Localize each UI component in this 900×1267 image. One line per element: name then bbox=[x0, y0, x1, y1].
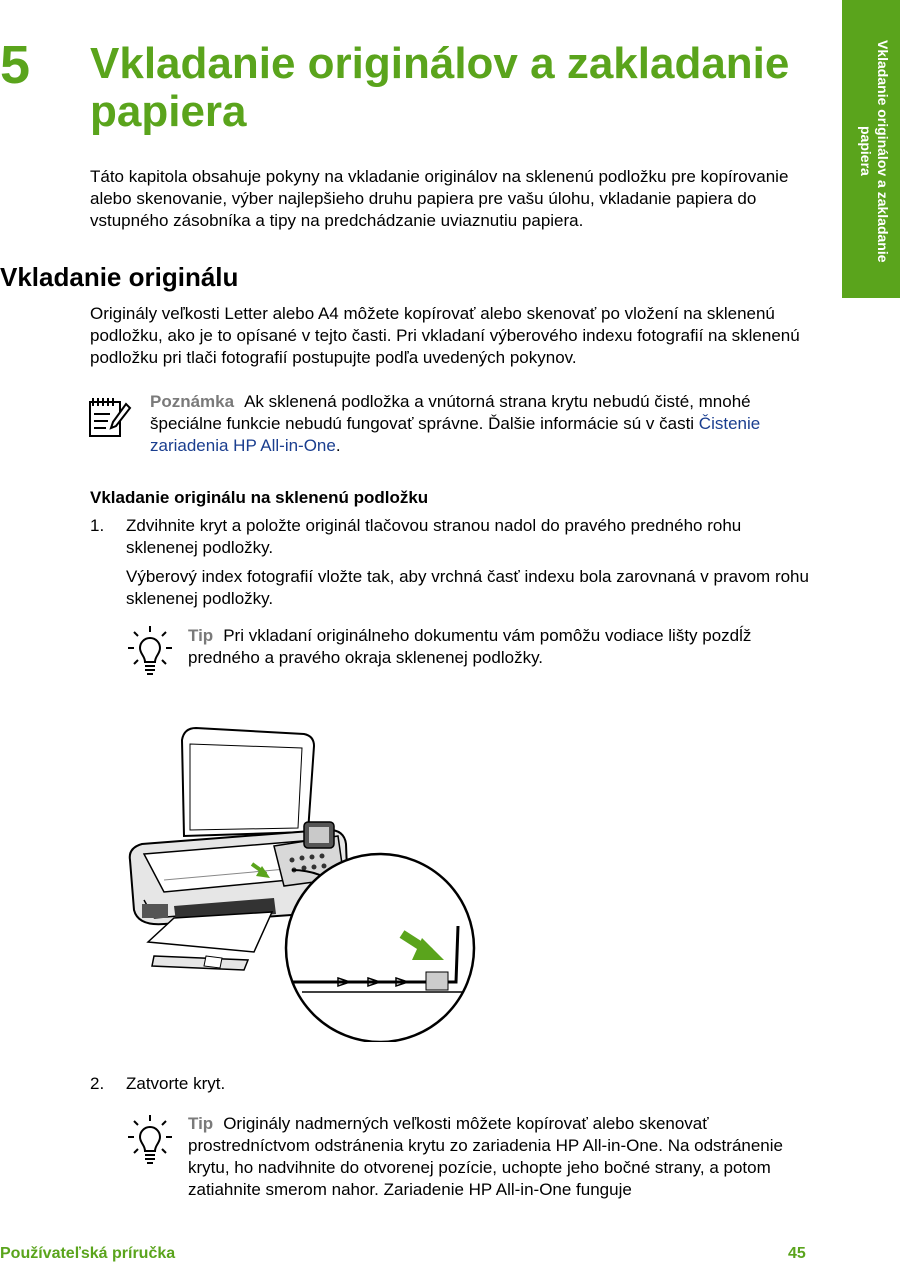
footer-guide-title: Používateľská príručka bbox=[0, 1245, 176, 1262]
note-link[interactable]: Čistenie zariadenia HP All-in-One bbox=[150, 414, 761, 455]
note-label: Poznámka bbox=[150, 392, 235, 411]
note-icon bbox=[86, 392, 132, 438]
section-paragraph: Originály veľkosti Letter alebo A4 môžete kopírovať alebo skenovať po vložení na sklenenú podložku, ako je to opísané v tejto časti. Pri vkladaní výberového indexu fotografií na sklenenú podložku pri tlači fotografií postupujte podľa uvedených pokynov. bbox=[90, 304, 800, 367]
tip-1-body: Pri vkladaní originálneho dokumentu vám pomôžu vodiace lišty pozdĺž predného a pravého okraja sklenenej podložky. bbox=[188, 626, 752, 667]
step-1-text: Zdvihnite kryt a položte originál tlačovou stranou nadol do pravého predného rohu sklenenej podložky. bbox=[126, 516, 742, 557]
chapter-title: Vkladanie originálov a zakladanie papiera bbox=[90, 39, 790, 136]
section-heading: Vkladanie originálu bbox=[0, 262, 239, 292]
chapter-number: 5 bbox=[0, 35, 31, 95]
step-2-number: 2. bbox=[90, 1074, 105, 1093]
note-body: Ak sklenená podložka a vnútorná strana krytu nebudú čisté, mnohé špeciálne funkcie nebudú fungovať správne. Ďalšie informácie sú v časti bbox=[150, 392, 751, 433]
step-1-number: 1. bbox=[90, 516, 105, 535]
tip-icon bbox=[126, 1113, 174, 1167]
footer-page-number: 45 bbox=[788, 1245, 806, 1262]
side-tab-label: Vkladanie originálov a zakladanie papiera bbox=[858, 39, 891, 263]
tip-icon bbox=[126, 624, 174, 678]
chapter-side-tab bbox=[842, 0, 900, 298]
note-end: . bbox=[335, 436, 341, 455]
note-text bbox=[150, 391, 816, 457]
tip-2-label: Tip bbox=[188, 1114, 214, 1133]
scanner-illustration bbox=[124, 720, 476, 1042]
tip-2-body: Originály nadmerných veľkosti môžete kopírovať alebo skenovať prostredníctvom odstránenia krytu zo zariadenia HP All-in-One. Na odstránenie krytu, ho nadvihnite do otvorenej pozície, uchopte jeho bočné strany, a potom zatiahnite smerom nahor. Zariadenie HP All-in-One funguje bbox=[188, 1114, 783, 1199]
tip-1-text bbox=[188, 625, 818, 669]
intro-paragraph: Táto kapitola obsahuje pokyny na vkladanie originálov na sklenenú podložku pre kopírovanie alebo skenovanie, výber najlepšieho druhu papiera pre vašu úlohu, vkladanie papiera do vstupného zásobníka a tipy na predchádzanie uviaznutiu papiera. bbox=[90, 167, 789, 230]
procedure-heading: Vkladanie originálu na sklenenú podložku bbox=[90, 488, 429, 507]
step-2-text: Zatvorte kryt. bbox=[126, 1074, 226, 1093]
tip-2-text bbox=[188, 1113, 818, 1201]
tip-1-label: Tip bbox=[188, 626, 214, 645]
step-1-extra: Výberový index fotografií vložte tak, aby vrchná časť indexu bola zarovnaná v pravom rohu sklenenej podložky. bbox=[126, 567, 809, 608]
